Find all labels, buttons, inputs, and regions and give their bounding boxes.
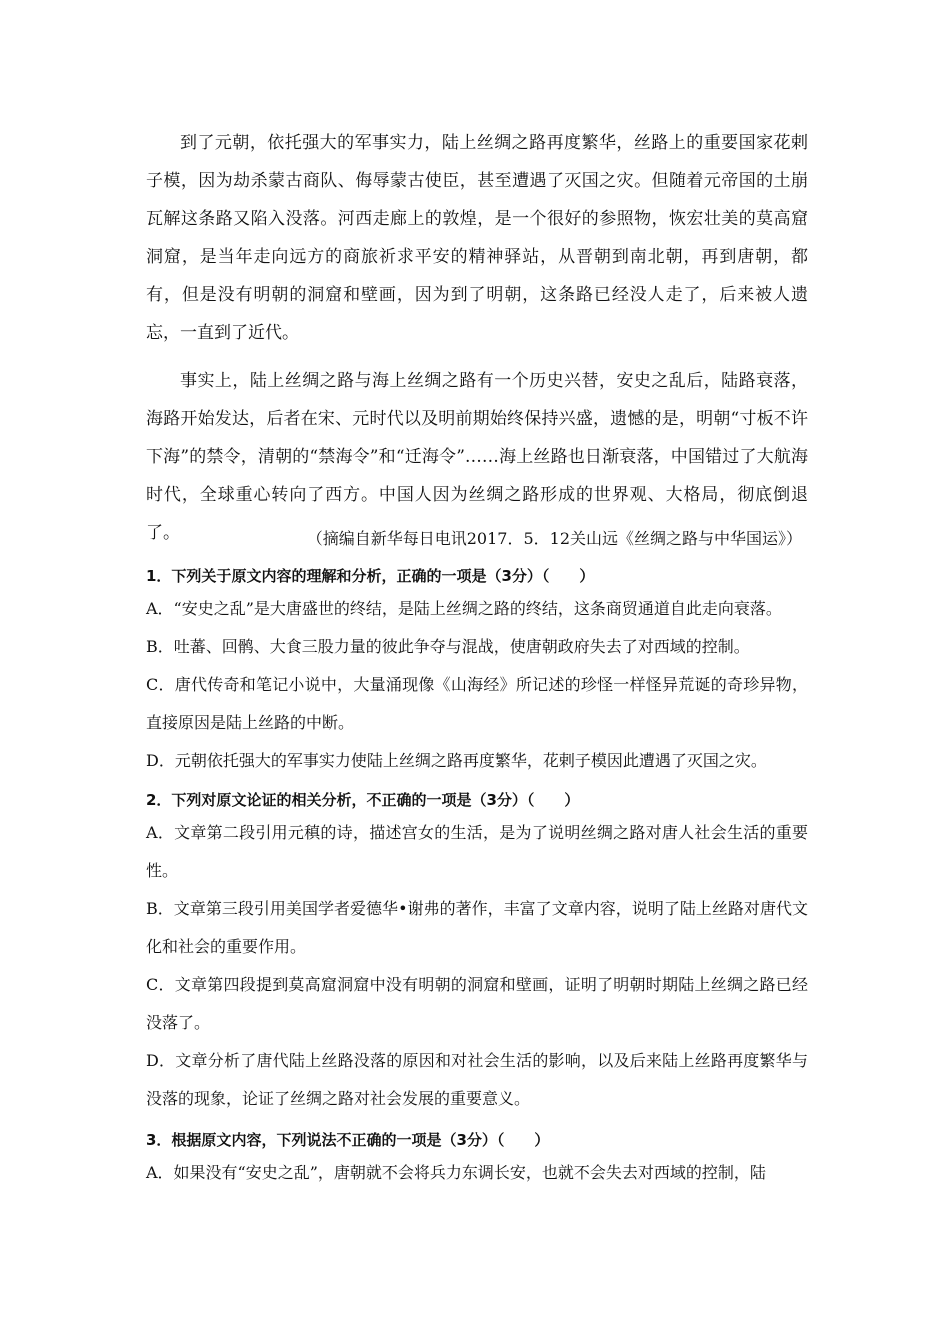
question-3-option-a: A．如果没有“安史之乱”，唐朝就不会将兵力东调长安，也就不会失去对西域的控制，陆 [146,1163,766,1182]
passage-paragraph-2: 事实上，陆上丝绸之路与海上丝绸之路有一个历史兴替，安史之乱后，陆路衰落，海路开始发达，后者在宋、元时代以及明前期始终保持兴盛，遗憾的是，明朝“寸板不许下海”的禁令，清朝的“禁海令”和“迁海令”……海上丝路也日渐衰落，中国错过了大航海时代，全球重心转向了西方。中国人因为丝绸之路形成的世界观、大格局，彻底倒退了。 [146,371,808,543]
question-1-option-d: D．元朝依托强大的军事实力使陆上丝绸之路再度繁华，花剌子模因此遭遇了灭国之灾。 [146,751,767,770]
question-1-option-a: A．“安史之乱”是大唐盛世的终结，是陆上丝绸之路的终结，这条商贸通道自此走向衰落。 [146,599,782,618]
question-1-option-c: C．唐代传奇和笔记小说中，大量涌现像《山海经》所记述的珍怪一样怪异荒诞的奇珍异物，直接原因是陆上丝路的中断。 [146,675,808,732]
question-2-option-b: B．文章第三段引用美国学者爱德华•谢弗的著作，丰富了文章内容，说明了陆上丝路对唐代文化和社会的重要作用。 [146,899,808,956]
question-2-option-a: A．文章第二段引用元稹的诗，描述宫女的生活，是为了说明丝绸之路对唐人社会生活的重要性。 [146,823,808,880]
question-1-stem: 1．下列关于原文内容的理解和分析，正确的一项是（3分）（ ） [146,567,595,585]
question-2-option-c: C．文章第四段提到莫高窟洞窟中没有明朝的洞窟和壁画，证明了明朝时期陆上丝绸之路已经没落了。 [146,975,808,1032]
passage-source: （摘编自新华每日电讯2017．5．12关山远《丝绸之路与中华国运》） [306,529,802,548]
question-1-option-b: B．吐蕃、回鹘、大食三股力量的彼此争夺与混战，使唐朝政府失去了对西域的控制。 [146,637,750,656]
question-2-option-d: D．文章分析了唐代陆上丝路没落的原因和对社会生活的影响，以及后来陆上丝路再度繁华与没落的现象，论证了丝绸之路对社会发展的重要意义。 [146,1051,808,1108]
question-3-stem: 3．根据原文内容，下列说法不正确的一项是（3分）（ ） [146,1131,550,1149]
passage-paragraph-1: 到了元朝，依托强大的军事实力，陆上丝绸之路再度繁华，丝路上的重要国家花剌子模，因为劫杀蒙古商队、侮辱蒙古使臣，甚至遭遇了灭国之灾。但随着元帝国的土崩瓦解这条路又陷入没落。河西走廊上的敦煌，是一个很好的参照物，恢宏壮美的莫高窟洞窟，是当年走向远方的商旅祈求平安的精神驿站，从晋朝到南北朝，再到唐朝，都有，但是没有明朝的洞窟和壁画，因为到了明朝，这条路已经没人走了，后来被人遗忘，一直到了近代。 [146,133,808,343]
question-2-stem: 2．下列对原文论证的相关分析，不正确的一项是（3分）（ ） [146,791,580,809]
